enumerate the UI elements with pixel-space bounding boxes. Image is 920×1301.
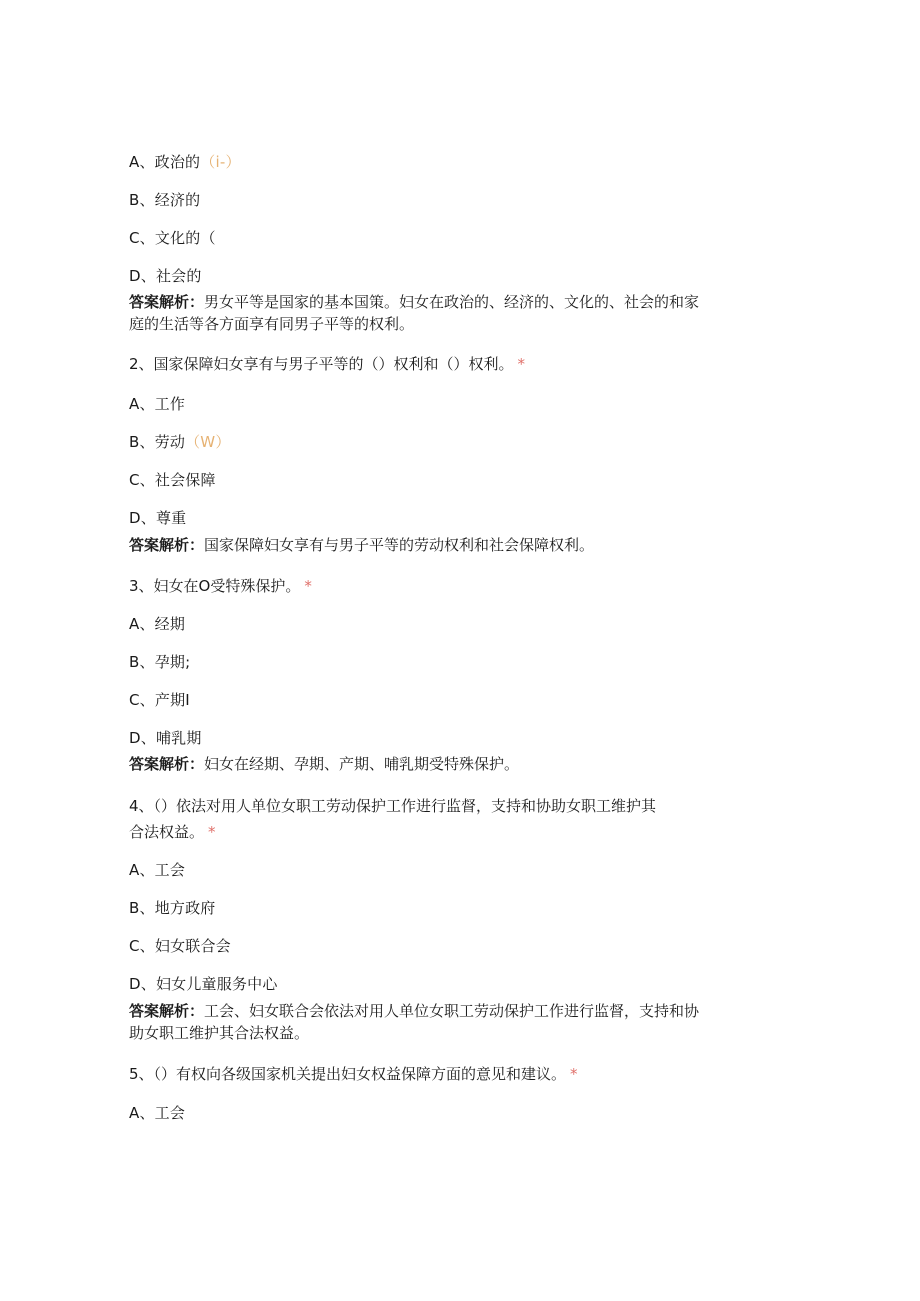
q5-option-a: A、工会: [129, 1104, 186, 1122]
q1-option-a: [129, 151, 241, 173]
q1-explanation-label: 答案解析：: [129, 293, 205, 311]
q2-option-b: [129, 431, 231, 453]
q2-explanation: [129, 534, 779, 556]
q2-option-c: C、社会保障: [129, 471, 216, 489]
q3-option-a: A、经期: [129, 615, 186, 633]
q4-explanation-line1: 工会、妇女联合会依法对用人单位女职工劳动保护工作进行监督，支持和协: [204, 1002, 700, 1020]
q1-option-d: D、社会的: [129, 267, 202, 285]
q3-option-d: D、哺乳期: [129, 729, 202, 747]
q1-option-b: B、经济的: [129, 191, 201, 209]
q1-explanation-line2: 庭的生活等各方面享有同男子平等的权利。: [129, 315, 415, 333]
q2-explanation-label: 答案解析：: [129, 536, 205, 554]
q4-question-line2: [129, 821, 216, 843]
q3-required-mark: *: [304, 577, 312, 595]
q3-option-c: C、产期I: [129, 691, 190, 709]
q4-explanation: [129, 1000, 779, 1044]
q2-explanation-line1: 国家保障妇女享有与男子平等的劳动权利和社会保障权利。: [204, 536, 595, 554]
q4-option-c: C、妇女联合会: [129, 937, 231, 955]
q2-option-d: D、尊重: [129, 509, 187, 527]
q5-question-text: 5、（）有权向各级国家机关提出妇女权益保障方面的意见和建议。: [129, 1065, 567, 1083]
q2-question-text: 2、国家保障妇女享有与男子平等的（）权利和（）权利。: [129, 355, 514, 373]
q3-option-b: B、孕期;: [129, 653, 191, 671]
q2-required-mark: *: [517, 355, 526, 373]
q1-option-a-mark: （i-）: [200, 153, 241, 171]
q3-explanation-label: 答案解析：: [129, 755, 205, 773]
q2-option-a: A、工作: [129, 395, 186, 413]
q2-question: [129, 353, 525, 375]
q4-option-d: D、妇女儿童服务中心: [129, 975, 278, 993]
q3-explanation-line1: 妇女在经期、孕期、产期、哺乳期受特殊保护。: [204, 755, 520, 773]
q4-question-line1: 4、（）依法对用人单位女职工劳动保护工作进行监督，支持和协助女职工维护其: [129, 797, 657, 815]
q4-explanation-label: 答案解析：: [129, 1002, 205, 1020]
q5-required-mark: *: [570, 1065, 578, 1083]
q4-question-line2-text: 合法权益。: [129, 823, 205, 841]
q4-option-b: B、地方政府: [129, 899, 216, 917]
q1-option-a-text: A、政治的: [129, 153, 201, 171]
q3-question-text: 3、妇女在O受特殊保护。: [129, 577, 301, 595]
q3-explanation: [129, 753, 779, 775]
q4-required-mark: *: [208, 823, 216, 841]
q4-explanation-line2: 助女职工维护其合法权益。: [129, 1024, 310, 1042]
q5-question: [129, 1063, 578, 1085]
q3-question: [129, 575, 312, 597]
q1-option-c: C、文化的（: [129, 229, 216, 247]
q2-option-b-mark: （W）: [185, 433, 231, 451]
q1-explanation: [129, 291, 779, 335]
q1-explanation-line1: 男女平等是国家的基本国策。妇女在政治的、经济的、文化的、社会的和家: [204, 293, 700, 311]
q4-option-a: A、工会: [129, 861, 186, 879]
q2-option-b-text: B、劳动: [129, 433, 186, 451]
